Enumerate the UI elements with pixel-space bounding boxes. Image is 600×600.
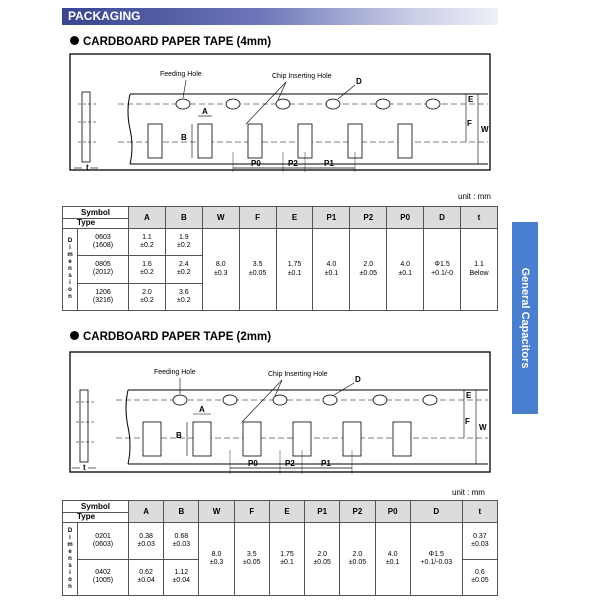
svg-text:P2: P2 [285,459,295,468]
cell-E: 1.75 ±0.1 [269,523,304,596]
unit-label: unit : mm [452,488,485,497]
bullet-icon [70,36,79,45]
cell-A: 0.62 ±0.04 [129,559,164,596]
svg-text:t: t [83,463,86,472]
header-title: PACKAGING [68,9,141,23]
cell-A: 1.6 ±0.2 [129,256,166,283]
feeding-hole-label: Feeding Hole [154,369,196,376]
cell-B: 1.12 ±0.04 [164,559,199,596]
section2-title: CARDBOARD PAPER TAPE (2mm) [70,331,271,343]
col-header: D [424,207,461,229]
svg-text:A: A [202,107,208,116]
col-header: F [239,207,276,229]
cell-B: 0.68 ±0.03 [164,523,199,560]
col-header: D [410,501,462,523]
col-header: P2 [350,207,387,229]
section2-spec-table [62,500,498,596]
col-header: t [461,207,498,229]
svg-text:W: W [479,423,487,432]
svg-text:D: D [355,375,361,384]
svg-text:B: B [181,133,187,142]
cell-F: 3.5 ±0.05 [239,229,276,311]
cell-A: 2.0 ±0.2 [129,283,166,310]
col-header: P2 [340,501,375,523]
unit-label: unit : mm [458,192,491,201]
svg-text:A: A [199,405,205,414]
cell-t: 0.37 ±0.03 [462,523,497,560]
side-category-tab[interactable] [512,222,538,414]
svg-text:P2: P2 [288,159,298,168]
svg-text:F: F [467,119,472,128]
cell-P0: 4.0 ±0.1 [375,523,410,596]
chip-hole-label: Chip Inserting Hole [268,371,328,378]
section2-tape-diagram [68,350,492,470]
col-header: E [269,501,304,523]
dimension-cells: D i m e n s i o n 0603 (1608) 0805 (2012) 1206 (3216) [63,229,129,311]
cell-D: Φ1.5 +0.1/-0.03 [410,523,462,596]
cell-W: 8.0 ±0.3 [199,523,234,596]
col-header: P0 [387,207,424,229]
section1-spec-table [62,206,498,311]
svg-text:F: F [465,417,470,426]
svg-text:D: D [356,77,362,86]
table-row [63,229,498,256]
svg-text:E: E [468,95,474,104]
col-header: B [165,207,202,229]
cell-P1: 4.0 ±0.1 [313,229,350,311]
cell-B: 2.4 ±0.2 [165,256,202,283]
symbol-type-cell: Symbol Type [63,207,129,229]
section1-tape-diagram [68,52,492,172]
cell-B: 1.9 ±0.2 [165,229,202,256]
cell-E: 1.75 ±0.1 [276,229,313,311]
cell-P2: 2.0 ±0.05 [340,523,375,596]
svg-text:B: B [176,431,182,440]
cell-D: Φ1.5 +0.1/-0 [424,229,461,311]
section-header-bar [62,8,498,25]
cell-A: 1.1 ±0.2 [129,229,166,256]
cell-t: 0.6 ±0.05 [462,559,497,596]
col-header: B [164,501,199,523]
cell-P1: 2.0 ±0.05 [305,523,340,596]
cell-P0: 4.0 ±0.1 [387,229,424,311]
cell-t: 1.1 Below [461,229,498,311]
cell-B: 3.6 ±0.2 [165,283,202,310]
chip-hole-label: Chip Inserting Hole [272,73,332,80]
col-header: t [462,501,497,523]
cell-A: 0.38 ±0.03 [129,523,164,560]
svg-text:P0: P0 [251,159,261,168]
svg-text:P1: P1 [321,459,331,468]
cell-P2: 2.0 ±0.05 [350,229,387,311]
table-row [63,523,498,560]
svg-text:E: E [466,391,472,400]
col-header: P1 [313,207,350,229]
col-header: W [202,207,239,229]
svg-text:W: W [481,125,489,134]
col-header: W [199,501,234,523]
cell-W: 8.0 ±0.3 [202,229,239,311]
svg-text:P0: P0 [248,459,258,468]
svg-text:P1: P1 [324,159,334,168]
symbol-type-cell: Symbol Type [63,501,129,523]
tape-drawing [68,52,492,172]
col-header: F [234,501,269,523]
col-header: A [129,207,166,229]
side-tab-label: General Capacitors [519,267,531,369]
section1-title: CARDBOARD PAPER TAPE (4mm) [70,36,271,48]
col-header: P0 [375,501,410,523]
svg-text:t: t [86,163,89,172]
feeding-hole-label: Feeding Hole [160,71,202,78]
dimension-cells: D i m e n s i o n 0201 (0603) 0402 (1005) [63,523,129,596]
col-header: A [129,501,164,523]
col-header: P1 [305,501,340,523]
cell-F: 3.5 ±0.05 [234,523,269,596]
tape-drawing [68,350,492,474]
col-header: E [276,207,313,229]
bullet-icon [70,331,79,340]
